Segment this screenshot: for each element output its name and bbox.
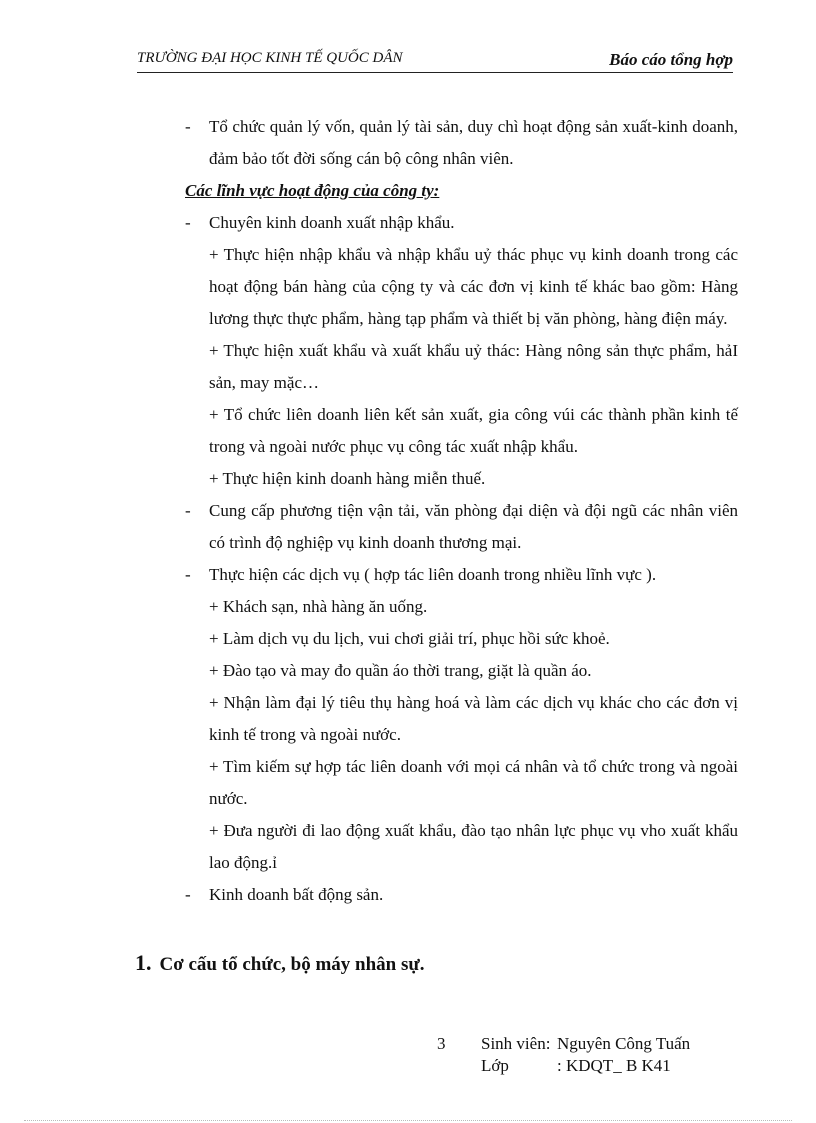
sub-item-text: + Tổ chức liên doanh liên kết sản xuất, gia công vúi các thành phần kinh tế trong và ngoài nước phục vụ công tác xuất nhập khẩu. bbox=[209, 405, 738, 456]
list-item-text: Tổ chức quản lý vốn, quản lý tài sản, duy chì hoạt động sản xuất-kinh doanh, đảm bảo tốt đời sống cán bộ công nhân viên. bbox=[209, 117, 738, 168]
sub-item bbox=[185, 463, 738, 495]
activities-list bbox=[185, 207, 738, 911]
dash-marker: - bbox=[185, 885, 191, 904]
class-value: : KDQT_ B K41 bbox=[557, 1056, 671, 1075]
sub-item-text: + Nhận làm đại lý tiêu thụ hàng hoá và làm các dịch vụ khác cho các đơn vị kinh tế trong và ngoài nước. bbox=[209, 693, 738, 744]
dash-marker: - bbox=[185, 117, 191, 136]
student-label: Sinh viên: bbox=[481, 1034, 551, 1053]
sub-item bbox=[185, 591, 738, 623]
page-header bbox=[137, 50, 733, 73]
page-footer bbox=[437, 1033, 690, 1077]
activities-heading: Các lĩnh vực hoạt động của công ty: bbox=[185, 181, 440, 200]
sub-item bbox=[185, 687, 738, 751]
sub-item bbox=[185, 751, 738, 815]
sub-item-text: + Đào tạo và may đo quần áo thời trang, giặt là quần áo. bbox=[209, 661, 592, 680]
sub-item bbox=[185, 239, 738, 335]
list-item-text: Chuyên kinh doanh xuất nhập khẩu. bbox=[209, 213, 455, 232]
page-number: 3 bbox=[437, 1034, 446, 1053]
sub-item-text: + Tìm kiếm sự hợp tác liên doanh với mọi cá nhân và tổ chức trong và ngoài nước. bbox=[209, 757, 738, 808]
sub-item bbox=[185, 655, 738, 687]
list-item-text: Kinh doanh bất động sản. bbox=[209, 885, 384, 904]
list-item-text: Cung cấp phương tiện vận tải, văn phòng đại diện và đội ngũ các nhân viên có trình độ nghiệp vụ kinh doanh thương mại. bbox=[209, 501, 738, 552]
section-heading bbox=[135, 950, 425, 976]
university-name: TRƯỜNG ĐẠI HỌC KINH TẾ QUỐC DÂN bbox=[137, 50, 403, 66]
sub-item bbox=[185, 623, 738, 655]
sub-item bbox=[185, 815, 738, 879]
section-title: Cơ cấu tổ chức, bộ máy nhân sự. bbox=[159, 954, 425, 975]
sub-item bbox=[185, 399, 738, 463]
sub-item-text: + Đưa người đi lao động xuất khẩu, đào tạo nhân lực phục vụ vho xuất khẩu lao động.ỉ bbox=[209, 821, 738, 872]
list-item bbox=[185, 111, 738, 175]
dash-marker: - bbox=[185, 565, 191, 584]
sub-item-text: + Thực hiện xuất khẩu và xuất khẩu uỷ thác: Hàng nông sản thực phẩm, hảI sản, may mặc… bbox=[209, 341, 738, 392]
report-title: Báo cáo tổng hợp bbox=[609, 50, 733, 69]
list-item-text: Thực hiện các dịch vụ ( hợp tác liên doanh trong nhiều lĩnh vực ). bbox=[209, 565, 657, 584]
list-item bbox=[185, 559, 738, 591]
section-number: 1. bbox=[135, 950, 152, 975]
sub-item-text: + Khách sạn, nhà hàng ăn uống. bbox=[209, 597, 428, 616]
class-label: Lớp bbox=[481, 1056, 509, 1075]
list-item bbox=[185, 207, 738, 239]
dash-marker: - bbox=[185, 501, 191, 520]
dash-marker: - bbox=[185, 213, 191, 232]
list-item bbox=[185, 495, 738, 559]
list-item bbox=[185, 879, 738, 911]
sub-item-text: + Làm dịch vụ du lịch, vui chơi giải trí, phục hồi sức khoẻ. bbox=[209, 629, 610, 648]
document-body bbox=[185, 111, 738, 911]
sub-item-text: + Thực hiện nhập khẩu và nhập khẩu uỷ thác phục vụ kinh doanh trong các hoạt động bán hàng của cộng ty và các đơn vị kinh tế khác bao gồm: Hàng lương thực thực phẩm, hàng tạp phẩm và thiết bị văn phòng, hàng điện máy. bbox=[209, 245, 738, 328]
sub-item bbox=[185, 335, 738, 399]
page-bottom-border bbox=[24, 1120, 792, 1121]
student-name: Nguyên Công Tuấn bbox=[557, 1034, 691, 1053]
sub-item-text: + Thực hiện kinh doanh hàng miễn thuế. bbox=[209, 469, 486, 488]
